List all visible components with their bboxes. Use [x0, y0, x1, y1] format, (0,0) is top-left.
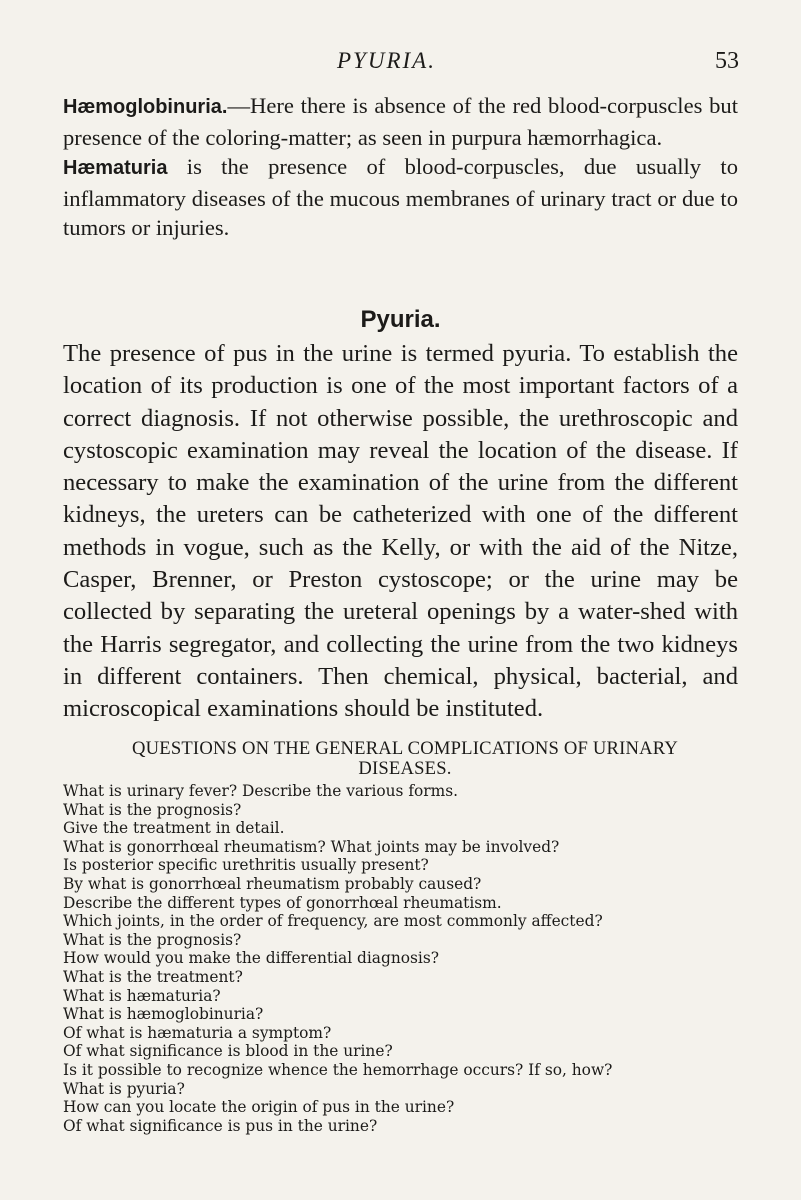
question-item: By what is gonorrhœal rheumatism probably caused? — [63, 874, 482, 893]
question-item: What is the treatment? — [63, 967, 243, 986]
definition-text: —Here there is absence of the red blood-corpuscles but presence of the coloring-matter; as seen in purpura hæmorrhagica. — [63, 93, 738, 150]
page-number: 53 — [715, 48, 739, 74]
pyuria-section — [63, 338, 738, 726]
question-item: What is hæmoglobinuria? — [63, 1005, 264, 1024]
questions-list — [63, 782, 753, 1135]
questions-heading: QUESTIONS ON THE GENERAL COMPLICATIONS OF URINARY DISEASES. — [132, 738, 678, 779]
question-item: What is hæmaturia? — [63, 986, 221, 1005]
definition-haematuria — [63, 152, 738, 243]
pyuria-paragraph: The presence of pus in the urine is termed pyuria. To establish the location of its production is one of the most important factors of a correct diagnosis. If not otherwise possible, the urethroscopic and cystoscopic examination may reveal the location of the disease. If necessary to make the examination of the urine from the different kidneys, the ureters can be catheterized with one of the different methods in vogue, such as the Kelly, or with the aid of the Nitze, Casper, Brenner, or Preston cystoscope; or the urine may be collected by separating the ureteral openings by a water-shed with the Harris segregator, and collecting the urine from the two kidneys in different containers. Then chemical, physical, bacterial, and microscopical examinations should be instituted. — [63, 340, 738, 723]
question-item: What is the prognosis? — [63, 800, 242, 819]
question-item: Which joints, in the order of frequency, are most commonly affected? — [63, 912, 603, 931]
definitions-block — [63, 91, 738, 243]
term-haemoglobinuria: Hæmoglobinuria. — [63, 96, 228, 118]
question-item: Of what is hæmaturia a symptom? — [63, 1023, 332, 1042]
page-header — [0, 48, 801, 78]
question-item: Is posterior specific urethritis usually present? — [63, 856, 429, 875]
question-item: What is urinary fever? Describe the various forms. — [63, 782, 459, 800]
question-item: What is pyuria? — [63, 1079, 185, 1098]
question-item: What is gonorrhœal rheumatism? What joints may be involved? — [63, 837, 560, 856]
question-item: Is it possible to recognize whence the hemorrhage occurs? If so, how? — [63, 1060, 613, 1079]
question-item: Of what significance is pus in the urine? — [63, 1116, 378, 1135]
question-item: How would you make the differential diagnosis? — [63, 949, 439, 968]
running-head: PYURIA. — [337, 48, 436, 73]
section-title: Pyuria. — [360, 306, 441, 333]
definition-haemoglobinuria — [63, 91, 738, 152]
question-item: How can you locate the origin of pus in the urine? — [63, 1098, 455, 1117]
term-haematuria: Hæmaturia — [63, 157, 168, 179]
question-item: Of what significance is blood in the urine? — [63, 1042, 393, 1061]
definition-text: is the presence of blood-corpuscles, due usually to inflammatory diseases of the mucous membranes of urinary tract or due to tumors or injuries. — [63, 154, 738, 240]
question-item: Give the treatment in detail. — [63, 819, 285, 838]
question-item: Describe the different types of gonorrhœal rheumatism. — [63, 893, 502, 912]
question-item: What is the prognosis? — [63, 930, 242, 949]
